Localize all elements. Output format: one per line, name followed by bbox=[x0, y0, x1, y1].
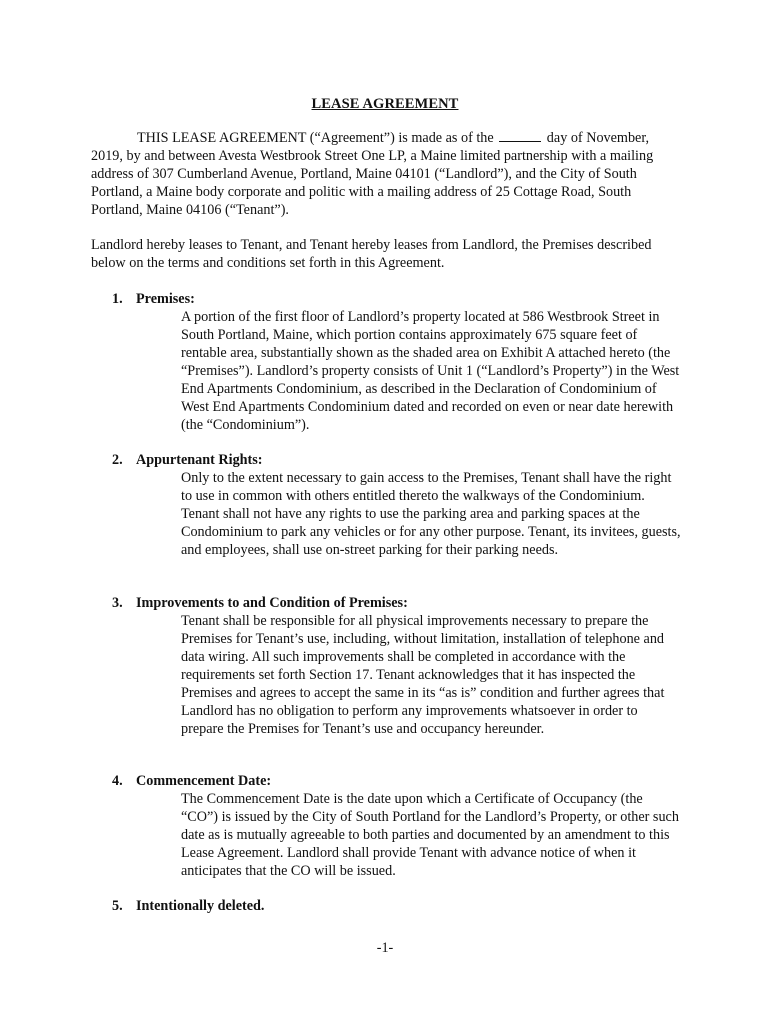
section-heading bbox=[91, 897, 691, 915]
section-intentionally-deleted bbox=[91, 897, 691, 915]
section-improvements bbox=[91, 594, 691, 738]
section-title: Appurtenant Rights: bbox=[136, 452, 263, 468]
section-number: 3. bbox=[112, 595, 123, 611]
section-title: Premises: bbox=[136, 291, 195, 307]
document-title: LEASE AGREEMENT bbox=[311, 96, 459, 112]
section-premises bbox=[91, 290, 691, 434]
intro-paragraph bbox=[91, 129, 681, 219]
section-heading bbox=[91, 451, 691, 469]
section-body: A portion of the first floor of Landlord’s property located at 586 Westbrook Street in South Portland, Maine, which portion contains approximately 675 square feet of rentable area, substantially shown as the shaded area on Exhibit A attached hereto (the “Premises”). Landlord’s property consists of Unit 1 (“Landlord’s Property”) in the West End Apartments Condominium, as described in the Declaration of Condominium of West End Apartments Condominium dated and recorded on even or near date herewith (the “Condominium”). bbox=[181, 309, 680, 433]
section-heading bbox=[91, 594, 691, 612]
section-body: The Commencement Date is the date upon which a Certificate of Occupancy (the “CO”) is issued by the City of South Portland for the Landlord’s Property, or other such date as is mutually agreeable to both parties and documented by an amendment to this Lease Agreement. Landlord shall provide Tenant with advance notice of when it anticipates that the CO will be issued. bbox=[181, 791, 679, 879]
lease-grant-paragraph: Landlord hereby leases to Tenant, and Tenant hereby leases from Landlord, the Premises described below on the terms and conditions set forth in this Agreement. bbox=[91, 237, 652, 271]
intro-text-end: day of November, 2019, by and between Avesta Westbrook Street One LP, a Maine limited partnership with a mailing address of 307 Cumberland Avenue, Portland, Maine 04101 (“Landlord”), and the City of South Portland, a Maine body corporate and politic with a mailing address of 25 Cottage Road, South Portland, Maine 04106 (“Tenant”). bbox=[91, 130, 654, 218]
section-number: 1. bbox=[112, 291, 123, 307]
section-appurtenant-rights bbox=[91, 451, 691, 559]
section-body: Tenant shall be responsible for all physical improvements necessary to prepare the Premises for Tenant’s use, including, without limitation, installation of telephone and data wiring. All such improvements shall be completed in accordance with the requirements set forth Section 17. Tenant acknowledges that it has inspected the Premises and agrees to accept the same in its “as is” condition and further agrees that Landlord has no obligation to perform any improvements whatsoever in order to prepare the Premises for Tenant’s use and occupancy hereunder. bbox=[181, 613, 665, 737]
section-heading bbox=[91, 772, 691, 790]
section-title: Improvements to and Condition of Premises: bbox=[136, 595, 408, 611]
section-number: 2. bbox=[112, 452, 123, 468]
section-number: 5. bbox=[112, 898, 123, 914]
section-title: Intentionally deleted. bbox=[136, 898, 265, 914]
page-number: -1- bbox=[376, 940, 394, 956]
section-commencement-date bbox=[91, 772, 691, 880]
section-body: Only to the extent necessary to gain access to the Premises, Tenant shall have the right to use in common with others entitled thereto the walkways of the Condominium. Tenant shall not have any rights to use the parking area and parking spaces at the Condominium to park any vehicles or for any other purpose. Tenant, its invitees, guests, and employees, shall use on-street parking for their parking needs. bbox=[181, 470, 681, 558]
intro-text-start: THIS LEASE AGREEMENT (“Agreement”) is made as of the bbox=[137, 130, 494, 146]
section-number: 4. bbox=[112, 773, 123, 789]
section-heading bbox=[91, 290, 691, 308]
section-title: Commencement Date: bbox=[136, 773, 272, 789]
date-blank-line bbox=[499, 129, 541, 142]
